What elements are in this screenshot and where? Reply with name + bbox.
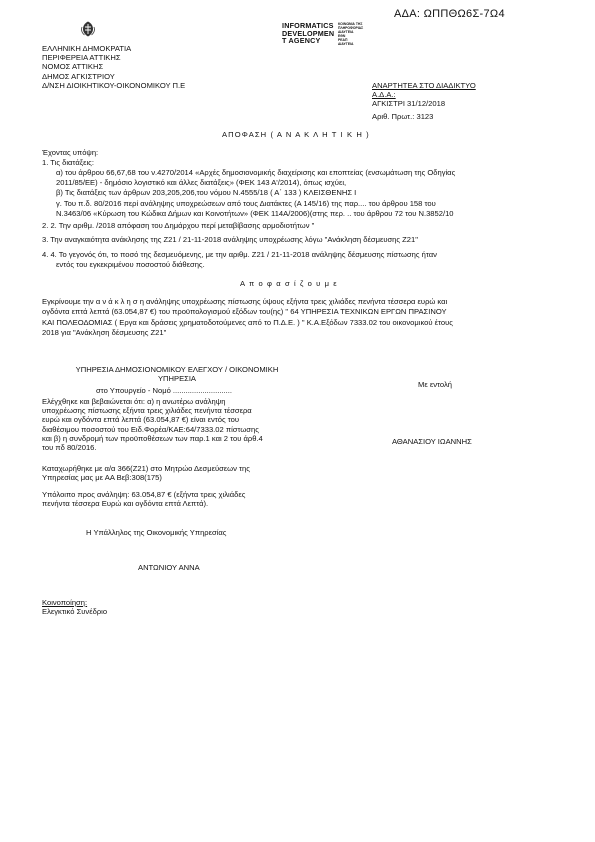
logo-small-line: ΚΟΙΝΩΝΙΑ ΤΗΣ <box>338 22 363 26</box>
header-line: Δ/ΝΣΗ ΔΙΟΙΚΗΤΙΚΟΥ-ΟΙΚΟΝΟΜΙΚΟΥ Π.Ε <box>42 80 186 90</box>
logo-word-1: INFORMATICS <box>282 21 334 30</box>
logo-word-2: DEVELOPMEN <box>282 28 335 38</box>
finance-p1-line: και β) η συνδρομή των προϋποθέσεων των παρ.1 και 2 του άρθ.4 <box>42 433 263 443</box>
logo-small-line: ΔΙΑΥΓΕΙΑ <box>338 30 354 34</box>
header-line: ΝΟΜΟΣ ΑΤΤΙΚΗΣ <box>42 62 104 72</box>
finance-paragraph-3 <box>42 490 245 508</box>
logo-small-line: ΕΘΝ <box>338 34 346 38</box>
header-right <box>372 81 476 121</box>
ada-label: Α.Δ.Α.: <box>372 90 396 100</box>
item-1a-line1: α) του άρθρου 66,67,68 του ν.4270/2014 «Αρχές δημοσιονομικής διαχείρισης και εποπτείας (ενσωμάτωση της Οδηγίας <box>56 168 456 177</box>
ada-code: ΑΔΑ: ΩΠΠΘΩ6Σ-7Ω4 <box>394 8 505 20</box>
header-left <box>42 44 185 90</box>
finance-p2-line: Καταχωρήθηκε με α/α 366(Ζ21) στο Μητρώο Δεσμεύσεων της <box>42 464 250 473</box>
coat-of-arms-icon <box>81 21 95 42</box>
decision-line2: ογδόντα επτά λεπτά (63.054,87 €) του προϋπολογισμού εξόδων του(ης) " 64 ΥΠΗΡΕΣΙΑ ΤΕΧΝΙΚΩΝ ΕΡΓΩΝ ΠΡΑΣΙΝΟΥ <box>42 307 447 316</box>
finance-p1-line: του πδ 80/2016. <box>42 443 97 453</box>
finance-heading-line1: ΥΠΗΡΕΣΙΑ ΔΗΜΟΣΙΟΝΟΜΙΚΟΥ ΕΛΕΓΧΟΥ / ΟΙΚΟΝΟΜΙΚΗ <box>75 365 279 374</box>
header-line: ΔΗΜΟΣ ΑΓΚΙΣΤΡΙΟΥ <box>42 71 115 81</box>
finance-heading-line2: ΥΠΗΡΕΣΙΑ <box>157 374 197 384</box>
item-1c-line2: Ν.3463/06 «Κύρωση του Κώδικα Δήμων και Κοινοτήτων» (ΦΕΚ 114Α/2006)(στης περ. .. του άρθρου 72 του Ν.3852/10 <box>56 209 454 218</box>
signatory-name: ΑΘΑΝΑΣΙΟΥ ΙΩΑΝΝΗΣ <box>392 437 472 446</box>
considerations-intro: Έχοντας υπόψη: <box>42 148 99 157</box>
decide-heading: Α π ο φ α σ ί ζ ο υ μ ε <box>240 279 338 288</box>
place-date: ΑΓΚΙΣΤΡΙ 31/12/2018 <box>372 99 446 109</box>
finance-p1-line: Ελέγχθηκε και βεβαιώνεται ότι: α) η ανωτέρω ανάληψη <box>42 397 226 406</box>
header-line: ΠΕΡΙΦΕΡΕΙΑ ΑΤΤΙΚΗΣ <box>42 53 121 63</box>
finance-p1-line: διαθέσιμου ποσοστού του Ειδ.Φορέα/ΚΑΕ:64/7333.02 πίστωσης <box>42 424 259 434</box>
finance-p3-line: πενήντα τέσσερα Ευρώ και ογδόντα επτά Λεπτά). <box>42 499 209 509</box>
finance-p3-line: Υπόλοιπο προς ανάληψη: 63.054,87 € (εξήντα τρεις χιλιάδες <box>42 490 246 499</box>
notify-item: Ελεγκτικό Συνέδριο <box>42 607 108 616</box>
finance-paragraph-2 <box>42 464 250 482</box>
protocol-number: Αριθ. Πρωτ.: 3123 <box>372 111 434 121</box>
item-1c-line1: γ. Του π.δ. 80/2016 περί ανάληψης υποχρεώσεων από τους Διατάκτες (Α 145/16) της παρ.... του άρθρου 158 του <box>56 199 436 208</box>
order-label: Με εντολή <box>418 380 452 389</box>
logo-small-line: ΠΛΗΡΟΦΟΡΙΑΣ <box>338 26 364 30</box>
logo-small-text <box>338 22 363 46</box>
logo-small-line: ΔΙΑΥΓΕΙΑ <box>338 42 354 46</box>
logo-word-3: T AGENCY <box>282 36 321 46</box>
item-1: 1. Τις διατάξεις: <box>42 158 94 167</box>
finance-paragraph-1 <box>42 397 263 452</box>
finance-signer-name: ΑΝΤΩΝΙΟΥ ΑΝΝΑ <box>138 563 200 572</box>
finance-heading <box>42 365 312 383</box>
document-title: ΑΠΟΦΑΣΗ ( Α Ν Α Κ Λ Η Τ Ι Κ Η ) <box>222 130 370 139</box>
finance-p2-line: Υπηρεσίας μας με ΑΑ Βεβ:308(175) <box>42 473 162 483</box>
decision-line4: 2018 για "Ανάκληση δέσμευσης Ζ21" <box>42 328 167 337</box>
item-4-line2: εντός του εγκεκριμένου ποσοστού διάθεσης. <box>56 260 205 269</box>
finance-p1-line: υποχρέωσης πίστωσης εξήντα τρεις χιλιάδες πενήντα τέσσερα <box>42 406 252 416</box>
item-2: 2. 2. Την αριθμ. /2018 απόφαση του Δημάρχου περί μεταβίβασης αρμοδιοτήτων " <box>42 221 315 230</box>
logo-small-line: ΡΕΑΠ <box>338 38 348 42</box>
item-1b: β) Τις διατάξεις των άρθρων 203,205,206,του νόμου Ν.4555/18 ( Α΄ 133 ) ΚΛΕΙΣΘΕΝΗΣ Ι <box>56 188 357 197</box>
finance-ministry: στο Υπουργείο - Νομό ............................ <box>96 386 232 395</box>
header-line: ΕΛΛΗΝΙΚΗ ΔΗΜΟΚΡΑΤΙΑ <box>42 44 132 53</box>
posting-notice: ΑΝΑΡΤΗΤΕΑ ΣΤΟ ΔΙΑΔΙΚΤΥΟ <box>372 81 476 90</box>
finance-p1-line: ευρώ και ογδόντα επτά λεπτά (63.054,87 €) είναι εντός του <box>42 415 240 425</box>
notify-title: Κοινοποίηση: <box>42 598 88 607</box>
decision-line1: Εγκρίνουμε την α ν ά κ λ η σ η ανάληψης υποχρέωσης πίστωσης ύψους εξήντα τρεις χιλιάδες πενήντα τέσσερα ευρώ και <box>42 297 448 306</box>
decision-line3: ΚΑΙ ΠΟΛΕΟΔΟΜΙΑΣ ( Εργα και δράσεις χρηματοδοτούμενες από το Π.Δ.Ε. ) " Κ.Α.Εξόδων 7333.02 του οικονομικού έτους <box>42 318 453 327</box>
agency-logo <box>282 22 334 45</box>
item-1a-line2: 2011/85/ΕΕ) - δημόσιο λογιστικό και άλλες διατάξεις» (ΦΕΚ 143 Α'/2014), όπως ισχύει, <box>56 178 347 187</box>
finance-signer-role: Η Υπάλληλος της Οικονομικής Υπηρεσίας <box>86 528 227 537</box>
item-4-line1: 4. 4. Το γεγονός ότι, το ποσό της δεσμευόμενης, με την αριθμ. Ζ21 / 21-11-2018 ανάληψης δέσμευσης πίστωσης ήταν <box>42 250 437 259</box>
item-3: 3. Την αναγκαιότητα ανάκλησης της Ζ21 / 21-11-2018 ανάληψης υποχρέωσης λόγω "Ανάκληση δέσμευσης Ζ21" <box>42 235 418 244</box>
